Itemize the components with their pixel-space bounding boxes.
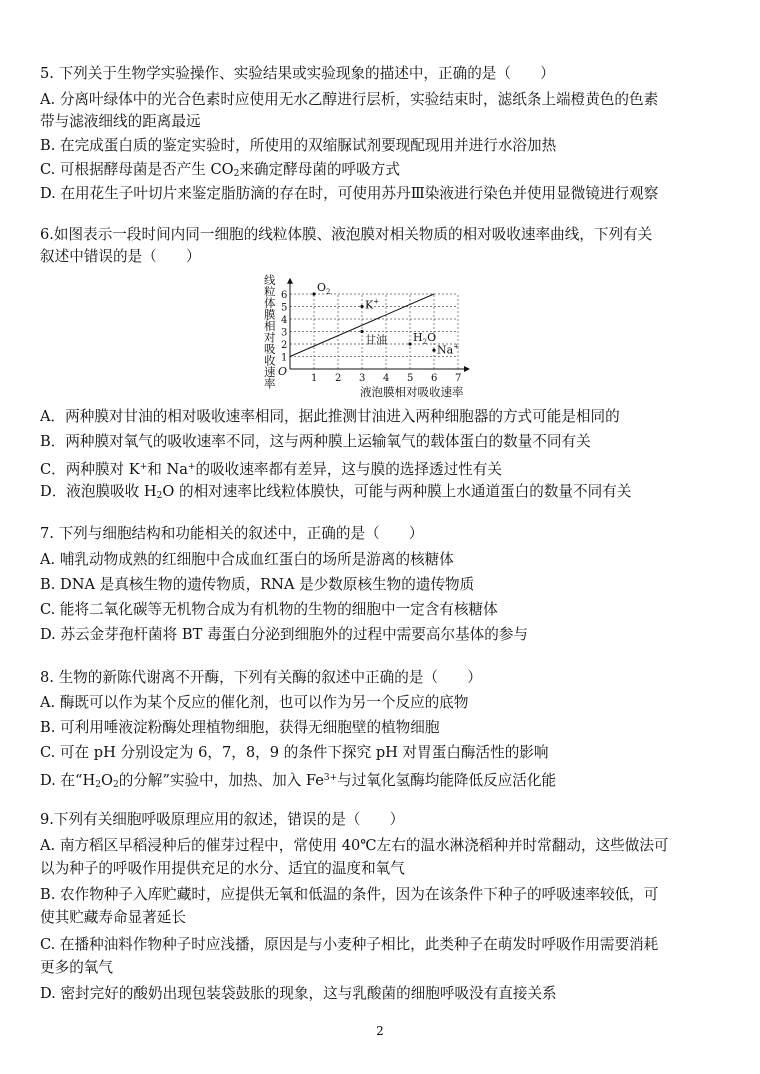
q6-stem-line1: 6.如图表示一段时间内同一细胞的线粒体膜、液泡膜对相关物质的相对吸收速率曲线，下列有关 [40, 226, 653, 243]
q7-option-c: C. 能将二氧化碳等无机物合成为有机物的生物的细胞中一定含有核糖体 [40, 601, 498, 618]
y-tick-label-2: 2 [281, 340, 288, 351]
x-tick-label-4: 4 [383, 373, 390, 384]
point-label-甘油: 甘油 [365, 333, 387, 347]
point-label-K⁺: K+ [365, 297, 380, 312]
x-tick-label-2: 2 [335, 373, 342, 384]
x-tick-label-1: 1 [311, 373, 318, 384]
q8-option-c: C. 可在 pH 分别设定为 6，7，8，9 的条件下探究 pH 对胃蛋白酶活性的影响 [40, 744, 549, 761]
q9-stem: 9.下列有关细胞呼吸原理应用的叙述，错误的是（ ） [40, 811, 405, 828]
q5-option-c: C. 可根据酵母菌是否产生 $CO_2$来确定酵母菌的呼吸方式 [40, 161, 400, 179]
q8-option-d: D. 在“$H_2O_2$的分解”实验中，加热、加入 $Fe^{3+}$与过氧化氢酶均能降低反应活化能 [40, 772, 557, 790]
chart-points [312, 281, 459, 356]
q7-option-d: D. 苏云金芽孢杆菌将 BT 毒蛋白分泌到细胞外的过程中需要高尔基体的参与 [40, 626, 529, 643]
y-tick-label-1: 1 [281, 352, 288, 364]
point-O₂ [312, 292, 315, 295]
y-axis-label-char: 膜 [264, 307, 276, 322]
q8-stem: 8. 生物的新陈代谢离不开酶，下列有关酶的叙述中正确的是（ ） [40, 669, 482, 686]
q5-option-a-line1: A. 分离叶绿体中的光合色素时应使用无水乙醇进行层析，实验结束时，滤纸条上端橙黄色的色素 [40, 91, 659, 108]
y-axis-arrow [287, 278, 293, 284]
point-甘油 [360, 330, 363, 333]
q5-option-b: B. 在完成蛋白质的鉴定实验时，所使用的双缩脲试剂要现配现用并进行水浴加热 [40, 137, 557, 154]
y-tick-label-6: 6 [281, 290, 288, 301]
q9-option-c-line1: C. 在播种油料作物种子时应浅播，原因是与小麦种子相比，此类种子在萌发时呼吸作用需要消耗 [40, 936, 659, 953]
q5-option-d: D. 在用花生子叶切片来鉴定脂肪滴的存在时，可使用苏丹Ⅲ染液进行染色并使用显微镜进行观察 [40, 185, 659, 202]
y-axis-label-char: 体 [264, 296, 276, 310]
point-H₂O [408, 342, 411, 345]
y-axis-label-char: 粒 [264, 284, 276, 299]
point-label-H₂O: $H_2O$ [413, 331, 437, 346]
point-K⁺ [360, 305, 363, 308]
y-axis-label-char: 收 [264, 353, 276, 368]
q7-option-a: A. 哺乳动物成熟的红细胞中合成血红蛋白的场所是游离的核糖体 [40, 551, 454, 568]
x-tick-label-5: 5 [407, 373, 414, 384]
q9-option-a-line1: A. 南方稻区早稻浸种后的催芽过程中，常使用 40℃左右的温水淋浇稻种并时常翻动，这些做法可 [40, 837, 669, 854]
chart-ylabel [264, 273, 276, 391]
point-label-O₂: $O_2$ [317, 281, 331, 296]
y-axis-label-char: 相 [264, 319, 276, 333]
x-tick-label-6: 6 [431, 373, 438, 384]
q6-option-a: A．两种膜对甘油的相对吸收速率相同，据此推测甘油进入两种细胞器的方式可能是相同的 [40, 408, 620, 425]
q6-stem-line2: 叙述中错误的是（ ） [40, 248, 201, 265]
point-Na⁺ [432, 349, 435, 352]
q5-option-a-line2: 带与滤液细线的距离最远 [40, 113, 201, 130]
q8-option-a: A. 酶既可以作为某个反应的催化剂，也可以作为另一个反应的底物 [40, 694, 469, 711]
page-number: 2 [376, 1024, 384, 1038]
y-axis-label-char: 吸 [264, 342, 276, 356]
q5-stem: 5. 下列关于生物学实验操作、实验结果或实验现象的描述中，正确的是（ ） [40, 65, 555, 82]
q9-option-c-line2: 更多的氧气 [40, 959, 113, 976]
q8-option-b: B. 可利用唾液淀粉酶处理植物细胞，获得无细胞壁的植物细胞 [40, 719, 440, 736]
q9-option-d: D. 密封完好的酸奶出现包装袋鼓胀的现象，这与乳酸菌的细胞呼吸没有直接关系 [40, 985, 557, 1002]
absorption-rate-chart [255, 272, 485, 400]
x-tick-label-7: 7 [455, 373, 462, 384]
chart-axes [287, 278, 470, 372]
chart-svg [255, 272, 485, 400]
y-axis-label-char: 率 [264, 376, 276, 391]
y-axis-label-char: 线 [264, 273, 276, 287]
q9-option-b-line1: B. 农作物种子入库贮藏时，应提供无氧和低温的条件，因为在该条件下种子的呼吸速率较低，可 [40, 886, 659, 903]
q7-stem: 7. 下列与细胞结构和功能相关的叙述中，正确的是（ ） [40, 525, 424, 542]
y-axis-label-char: 速 [264, 365, 276, 379]
y-tick-label-4: 4 [281, 315, 288, 326]
q9-option-b-line2: 使其贮藏寿命显著延长 [40, 909, 186, 926]
q6-option-b: B．两种膜对氧气的吸收速率不同，这与两种膜上运输氧气的载体蛋白的数量不同有关 [40, 433, 591, 450]
y-tick-label-5: 5 [281, 302, 288, 314]
q9-option-a-line2: 以为种子的呼吸作用提供充足的水分、适宜的温度和氧气 [40, 860, 405, 877]
x-axis-arrow [464, 366, 470, 372]
q6-option-d: D．液泡膜吸收 $H_2O$ 的相对速率比线粒体膜快，可能与两种膜上水通道蛋白的数量不同有关 [40, 483, 632, 501]
y-axis-label-char: 对 [264, 330, 276, 345]
y-tick-label-3: 3 [281, 327, 288, 339]
q6-option-c: C．两种膜对 K+和 Na+的吸收速率都有差异，这与膜的选择透过性有关 [40, 461, 502, 478]
chart-xlabel: 液泡膜相对吸收速率 [360, 385, 464, 399]
point-label-Na⁺: Na+ [437, 342, 460, 357]
x-tick-label-3: 3 [359, 373, 366, 384]
q7-option-b: B. DNA 是真核生物的遗传物质，RNA 是少数原核生物的遗传物质 [40, 576, 475, 593]
chart-origin: O [278, 365, 288, 378]
